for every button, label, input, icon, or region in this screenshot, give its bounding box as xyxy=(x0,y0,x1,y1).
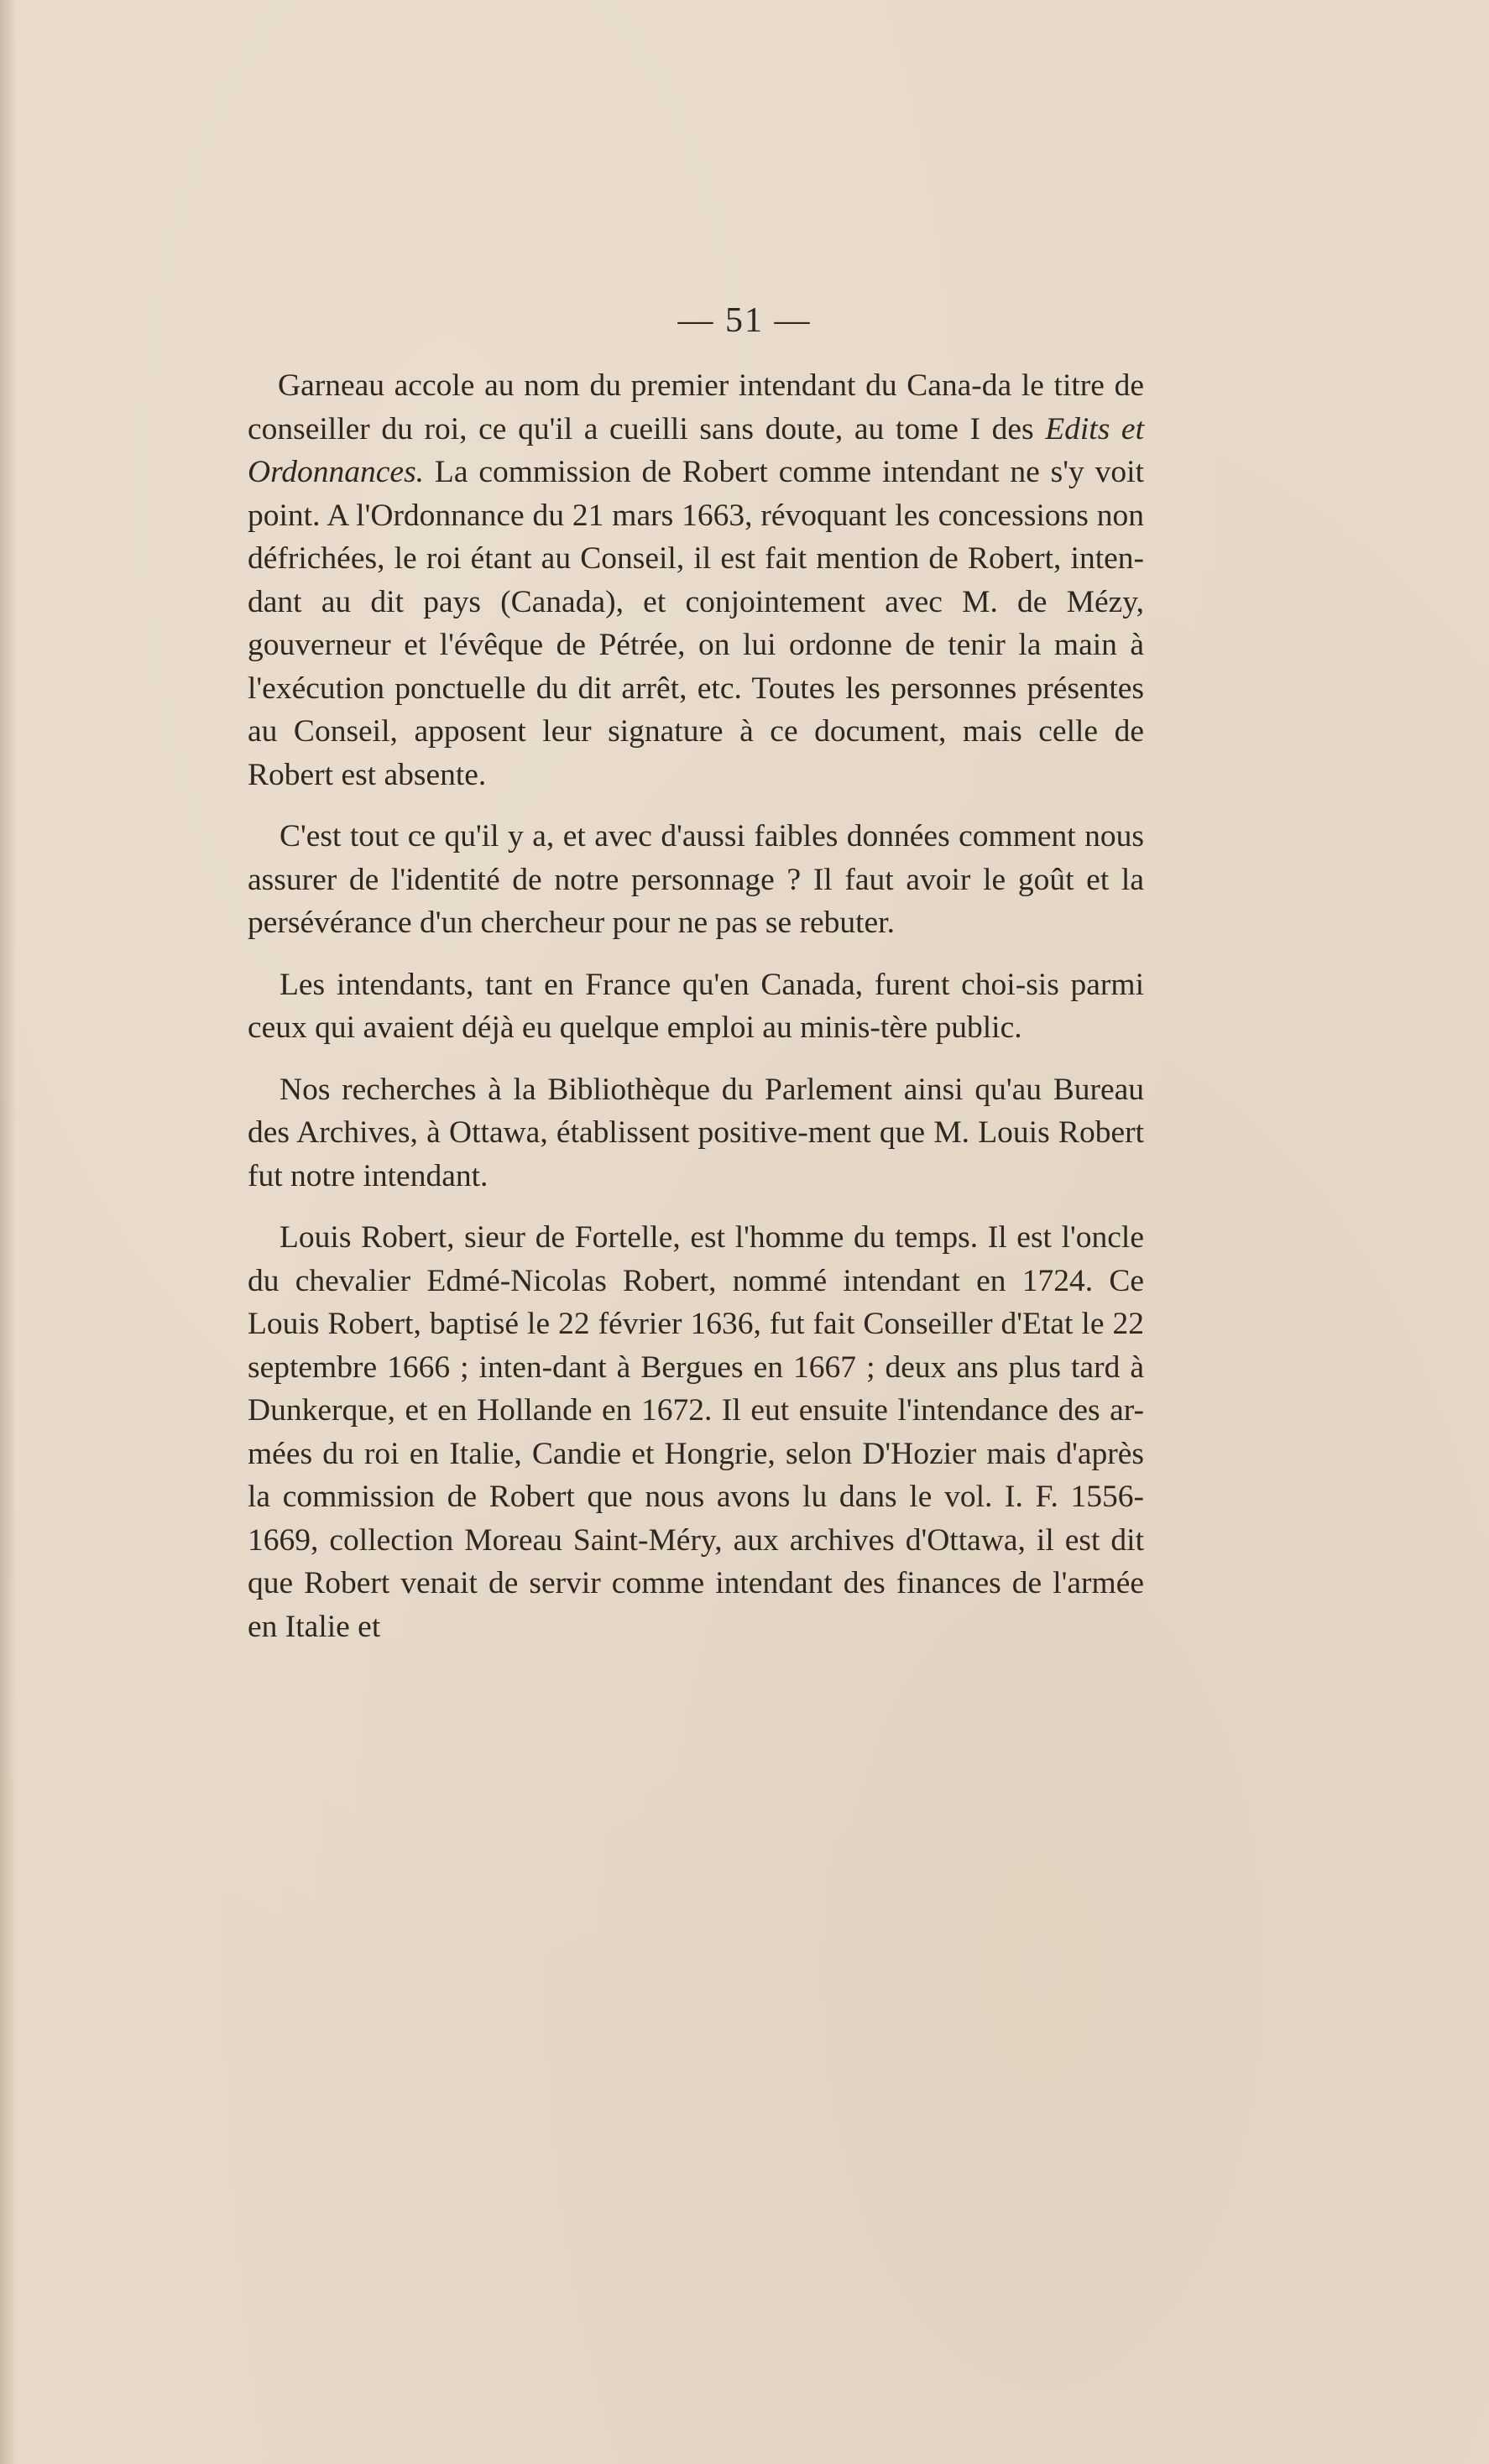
paragraph-text: Les intendants, tant en France qu'en Canada, furent choi-sis parmi ceux qui avaient déjà eu quelque emploi au minis-tère public. xyxy=(248,967,1144,1045)
paragraph xyxy=(248,1068,1144,1198)
paragraph xyxy=(248,364,1144,796)
paragraph-text: C'est tout ce qu'il y a, et avec d'aussi faibles données comment nous assurer de l'identité de notre personnage ? Il faut avoir le goût et la persévérance d'un chercheur pour ne pas se rebuter. xyxy=(248,819,1144,940)
paragraph xyxy=(248,1216,1144,1648)
page-number: — 51 — xyxy=(677,301,812,340)
paragraph-text: Garneau accole au nom du premier intendant du Cana-da le titre de conseiller du roi, ce qu'il a cueilli sans doute, au tome I des xyxy=(248,368,1144,446)
paragraph-text: Nos recherches à la Bibliothèque du Parlement ainsi qu'au Bureau des Archives, à Ottawa, établissent positive-ment que M. Louis Robert fut notre intendant. xyxy=(248,1072,1144,1193)
paragraph xyxy=(248,963,1144,1050)
paragraph-text: Louis Robert, sieur de Fortelle, est l'homme du temps. Il est l'oncle du chevalier Edmé-Nicolas Robert, nommé intendant en 1724. Ce Louis Robert, baptisé le 22 février 1636, fut fait Conseiller d'Etat le 22 septembre 1666 ; inten-dant à Bergues en 1667 ; deux ans plus tard à Dunkerque, et en Hollande en 1672. Il eut ensuite l'intendance des ar-mées du roi en Italie, Candie et Hongrie, selon D'Hozier mais d'après la commission de Robert que nous avons lu dans le vol. I. F. 1556-1669, collection Moreau Saint-Méry, aux archives d'Ottawa, il est dit que Robert venait de servir comme intendant des finances de l'armée en Italie et xyxy=(248,1220,1144,1644)
body-text xyxy=(248,364,1144,1648)
page-binding-edge xyxy=(0,0,17,2464)
paragraph-text: La commission de Robert comme intendant ne s'y voit point. A l'Ordonnance du 21 mars 1663, révoquant les concessions non défrichées, le roi étant au Conseil, il est fait mention de Robert, inten-dant au dit pays (Canada), et conjointement avec M. de Mézy, gouverneur et l'évêque de Pétrée, on lui ordonne de tenir la main à l'exécution ponctuelle du dit arrêt, etc. Toutes les personnes présentes au Conseil, apposent leur signature à ce document, mais celle de Robert est absente. xyxy=(248,455,1144,792)
paragraph xyxy=(248,815,1144,945)
italic-title: Edits et Ordonnances. xyxy=(248,411,1144,489)
